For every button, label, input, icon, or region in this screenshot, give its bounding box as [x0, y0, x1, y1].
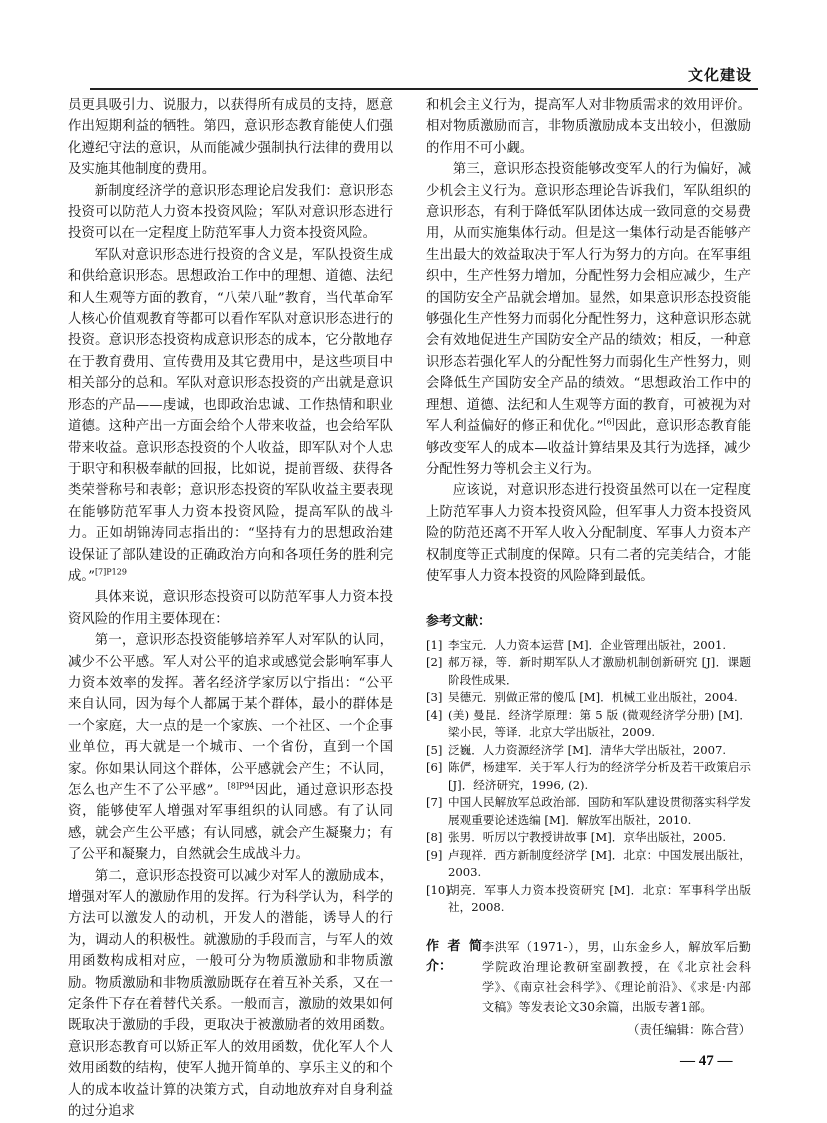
- page-header: [90, 62, 758, 88]
- reference-item: [426, 654, 751, 689]
- reference-text: 陈俨，杨建军．关于军人行为的经济学分析及若干政策启示 [J]．经济研究，1996, (2).: [448, 760, 751, 792]
- citation-mark: [8]P94: [227, 781, 255, 791]
- reference-number: [4]: [426, 707, 443, 722]
- reference-number: [2]: [426, 655, 443, 670]
- reference-item: [426, 794, 751, 829]
- paragraph-text: 因此，意识形态教育能够改变军人的成本—收益计算结果及其行为选择，减少分配性努力等机会主义行为。: [426, 419, 751, 477]
- reference-text: 吴德元．别做正常的傻瓜 [M]．机械工业出版社，2004.: [448, 690, 738, 705]
- reference-item: [426, 847, 751, 882]
- reference-number: [9]: [426, 847, 443, 862]
- reference-item: [426, 707, 751, 742]
- references-list: [426, 637, 751, 917]
- page-number: — 47 —: [680, 1053, 733, 1069]
- reference-text: 李宝元．人力资本运营 [M]．企业管理出版社，2001.: [448, 637, 727, 652]
- reference-item: [426, 829, 751, 847]
- reference-item: [426, 689, 751, 707]
- reference-number: [3]: [426, 690, 443, 705]
- paragraph: 和机会主义行为，提高军人对非物质需求的效用评价。相对物质激励而言，非物质激励成本支出较小，但激励的作用不可小觑。: [426, 98, 751, 156]
- reference-text: 泛巍．人力资源经济学 [M]．清华大学出版社，2007.: [448, 742, 727, 757]
- reference-text: (美) 曼昆．经济学原理：第 5 版 (微观经济学分册) [M]．梁小民，等译．北京大学出版社，2009.: [448, 707, 751, 740]
- reference-text: 中国人民解放军总政治部．国防和军队建设贯彻落实科学发展观重要论述选编 [M]．解放军出版社，2010.: [448, 795, 751, 827]
- paragraph-text: 第一，意识形态投资能够培养军人对军队的认同，减少不公平感。军人对公平的追求或感觉会影响军事人力资本效率的发挥。著名经济学家厉以宁指出：“公平来自认同，因为每个人都属于某个群体，最小的群体是一个家庭，大一点的是一个家族、一个社区、一个企事业单位，再大就是一个城市、一个省份，直到一个国家。你如果认同这个群体，公平感就会产生；不认同，怎么也产生不了公平感”。: [68, 633, 393, 798]
- paragraph: [426, 159, 751, 480]
- reference-number: [1]: [426, 637, 443, 652]
- author-text: 李洪军（1971-），男，山东金乡人，解放军后勤学院政治理论教研室副教授，在《北京社会科学》、《南京社会科学》、《理论前沿》、《求是·内部文稿》等发表论文30余篇，出版专著1部。: [482, 939, 751, 1014]
- header-rule: [90, 88, 758, 90]
- reference-number: [6]: [426, 760, 443, 775]
- reference-number: [5]: [426, 742, 443, 757]
- reference-number: [10]: [426, 882, 450, 897]
- paragraph-text: 因此，通过意识形态投资，能够使军人增强对军事组织的认同感。有了认同感，就会产生公平感；有认同感，就会产生凝聚力；有了公平和凝聚力，自然就会生成战斗力。: [68, 783, 393, 863]
- paragraph: [68, 245, 393, 588]
- reference-number: [8]: [426, 830, 443, 845]
- paragraph: 具体来说，意识形态投资可以防范军事人力资本投资风险的作用主要体现在：: [68, 590, 393, 627]
- paragraph: 应该说，对意识形态进行投资虽然可以在一定程度上防范军事人力资本投资风险，但军事人力资本投资风险的防范还离不开军人收入分配制度、军事人力资本产权制度等正式制度的保障。只有二者的完美结合，才能使军事人力资本投资的风险降到最低。: [426, 483, 751, 584]
- paragraph: [68, 630, 393, 865]
- citation-mark: [6]: [603, 417, 615, 427]
- reference-item: [426, 882, 751, 917]
- paragraph: 第二，意识形态投资可以减少对军人的激励成本，增强对军人的激励作用的发挥。行为科学认为，科学的方法可以激发人的动机，开发人的潜能，诱导人的行为，调动人的积极性。就激励的手段而言，与军人的效用函数构成相对应，一般可分为物质激励和非物质激励。物质激励和非物质激励既存在着互补关系，又在一定条件下存在着替代关系。一般而言，激励的效果如何既取决于激励的手段，更取决于被激励者的效用函数。意识形态教育可以矫正军人的效用函数，优化军人个人效用函数的结构，使军人抛开简单的、享乐主义的和个人的成本收益计算的决策方式，自动地放弃对自身利益的过分追求: [68, 868, 393, 1120]
- reference-item: [426, 637, 751, 655]
- reference-item: [426, 759, 751, 794]
- author-bio: [426, 937, 751, 1017]
- citation-mark: [7]P129: [94, 567, 127, 577]
- references-title: 参考文献：: [426, 614, 492, 630]
- paragraph-text: 军队对意识形态进行投资的含义是，军队投资生成和供给意识形态。思想政治工作中的理想、道德、法纪和人生观等方面的教育，“八荣八耻”教育，当代革命军人核心价值观教育等都可以看作军队对意识形态进行的投资。意识形态投资构成意识形态的成本，它分散地存在于教育费用、宣传费用及其它费用中，是这些项目中相关部分的总和。军队对意识形态投资的产出就是意识形态的产品——虔诚，也即政治忠诚、工作热情和职业道德。这种产出一方面会给个人带来收益，也会给军队带来收益。意识形态投资的个人收益，即军队对个人忠于职守和积极奉献的回报，比如说，提前晋级、获得各类荣誉称号和表彰；意识形态投资的军队收益主要表现在能够防范军事人力资本投资风险，提高军队的战斗力。正如胡锦涛同志指出的：“坚持有力的思想政治建设保证了部队建设的正确政治方向和各项任务的胜利完成。”: [68, 247, 393, 584]
- left-column: [68, 95, 393, 1123]
- paragraph: 员更具吸引力、说服力，以获得所有成员的支持，愿意作出短期利益的牺牲。第四，意识形态教育能使人们强化遵纪守法的意识，从而能减少强制执行法律的费用以及实施其他制度的费用。: [68, 98, 393, 178]
- section-title: 文化建设: [687, 66, 752, 84]
- paragraph: 新制度经济学的意识形态理论启发我们：意识形态投资可以防范人力资本投资风险；军队对意识形态进行投资可以在一定程度上防范军事人力资本投资风险。: [68, 183, 393, 242]
- reference-item: [426, 742, 751, 760]
- reference-text: 胡亮．军事人力资本投资研究 [M]．北京：军事科学出版社，2008.: [448, 882, 751, 915]
- right-column: [426, 95, 751, 1040]
- reference-text: 卢现祥．西方新制度经济学 [M]．北京：中国发展出版社，2003.: [448, 847, 751, 880]
- reference-text: 郝万禄，等．新时期军队人才激励机制创新研究 [J]．课题阶段性成果．: [448, 655, 751, 687]
- reference-number: [7]: [426, 795, 443, 810]
- editor-credit: （责任编辑：陈合营）: [627, 1021, 751, 1037]
- reference-text: 张男．听厉以宁教授讲故事 [M]．京华出版社，2005.: [448, 830, 727, 845]
- author-label: 作者简介：: [426, 938, 482, 974]
- paragraph-text: 第三，意识形态投资能够改变军人的行为偏好，减少机会主义行为。意识形态理论告诉我们，军队组织的意识形态，有利于降低军队团体达成一致同意的交易费用，从而实施集体行动。但是这一集体行动是否能够产生出最大的效益取决于军人行为努力的方向。在军事组织中，生产性努力增加，分配性努力会相应减少，生产的国防安全产品就会增加。显然，如果意识形态投资能够强化生产性努力而弱化分配性努力，这种意识形态就会有效地促进生产国防安全产品的绩效；相反，一种意识形态若强化军人的分配性努力而弱化生产性努力，则会降低生产国防安全产品的绩效。“思想政治工作中的理想、道德、法纪和人生观等方面的教育，可被视为对军人利益偏好的修正和优化。”: [426, 162, 751, 435]
